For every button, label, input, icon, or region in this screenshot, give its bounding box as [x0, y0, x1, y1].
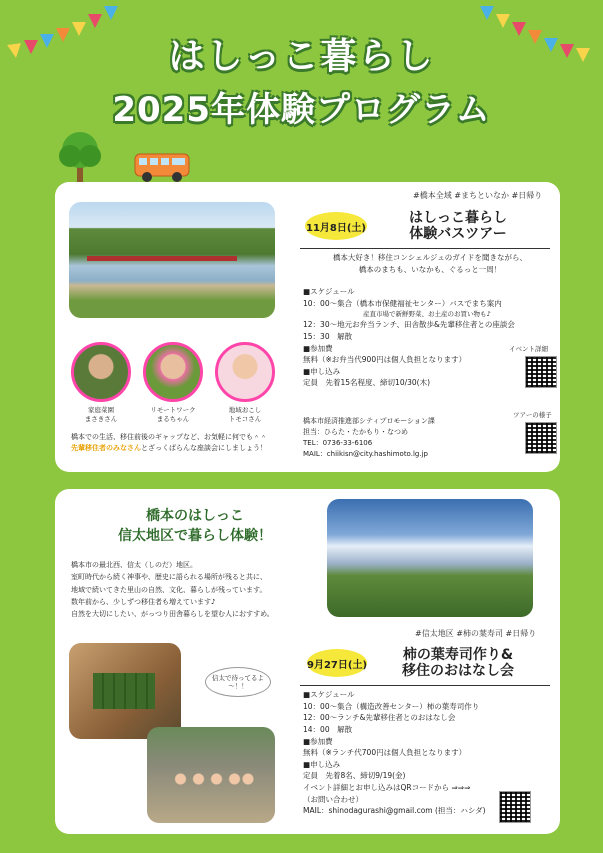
- schedule-heading: ■スケジュール: [303, 287, 355, 296]
- person-role: リモートワーク: [150, 406, 196, 414]
- contact-dept: 橋本市経済推進部シティプロモーション課: [303, 417, 435, 425]
- event-title-line2: 移住のおはなし会: [402, 663, 514, 680]
- avatar: [143, 342, 203, 402]
- person-name: トモコさん: [228, 415, 262, 424]
- intro-line1: 橋本大好き！移住コンシェルジュのガイドを聞きながら、: [332, 253, 528, 262]
- apply-heading: ■申し込み: [303, 759, 341, 769]
- note-rest: とざっくばらんな座談会にしましょう！: [141, 443, 267, 452]
- desc-line: 数年前から、少しずつ移住者も増えています♪: [71, 597, 216, 606]
- event-title-line2: 体験バスツアー: [409, 226, 507, 243]
- event-card-bus-tour: [55, 182, 560, 472]
- river-landscape-photo: [69, 202, 275, 318]
- group-photo: [147, 727, 275, 823]
- person-role: 地域おこし: [228, 406, 262, 414]
- schedule-item-note: 産直市場で新鮮野菜、お土産のお買い物も♪: [363, 310, 491, 319]
- qr-code-tour-gallery[interactable]: [525, 422, 557, 454]
- desc-line: 自然を大切にしたい、がっつり田舎暮らしを望む人におすすめ。: [71, 610, 274, 618]
- note-line1: 橋本での生活、移住前後のギャップなど、お気軽に何でも＾＾: [71, 433, 267, 441]
- event-tags: #橋本全域 #まちといなか #日帰り: [413, 191, 543, 200]
- page-subtitle: 2025年体験プログラム: [112, 90, 491, 130]
- avatar: [215, 342, 275, 402]
- people-group: [167, 767, 257, 807]
- person-role: 家庭菜園: [88, 406, 114, 414]
- page-title: はしっこ暮らし: [168, 36, 435, 77]
- contact-mail: MAIL：shinodagurashi@gmail.com (担当：ハシダ): [303, 806, 486, 816]
- date-badge: 9月27日(土): [307, 649, 367, 677]
- event-card-shinoda: [55, 489, 560, 834]
- schedule-item: 12：00～ランチ&先輩移住者とのおはなし会: [303, 713, 456, 723]
- person-name: まさきさん: [84, 415, 118, 424]
- qr-code-event-details[interactable]: [525, 356, 557, 388]
- sushi-box-photo: [69, 643, 181, 739]
- contact-staff: 担当：ひらた・たかもり・なつめ: [303, 427, 408, 436]
- person-name: まるちゃん: [156, 415, 190, 424]
- schedule-item: 12：30～地元お弁当ランチ、田舎散歩&先輩移住者との座談会: [303, 320, 515, 330]
- fee-heading: ■参加費: [303, 343, 333, 353]
- apply-text: 定員 先着15名程度、締切10/30(木): [303, 378, 431, 388]
- qr-label: イベント詳細: [509, 345, 548, 353]
- fee-heading: ■参加費: [303, 736, 333, 746]
- section-heading-line1: 橋本のはしっこ: [146, 508, 244, 524]
- section-heading-line2: 信太地区で暮らし体験！: [118, 528, 272, 544]
- schedule-item: 10：00～集合（橋本市保健福祉センター）バスでまち案内: [303, 298, 502, 308]
- intro-line2: 橋本のまちも、いなかも、ぐるっと一周！: [358, 264, 502, 274]
- apply-heading: ■申し込み: [303, 366, 341, 376]
- speech-bubble: 信太で待ってるよ～！！: [205, 667, 271, 697]
- qr-code-application[interactable]: [499, 791, 531, 823]
- mountain-landscape-photo: [327, 499, 533, 617]
- desc-line: 室町時代から続く神事や、歴史に語られる場所が残ると共に、: [71, 573, 267, 582]
- schedule-item: 14：00 解散: [303, 724, 353, 734]
- avatar: [71, 342, 131, 402]
- schedule-heading: ■スケジュール: [303, 690, 355, 699]
- bus-icon: [133, 152, 191, 184]
- railway-bridge: [87, 256, 237, 261]
- event-title-line1: 柿の葉寿司作り&: [402, 647, 514, 663]
- note-highlight: 先輩移住者のみなさん: [71, 443, 141, 452]
- apply-qr-text: イベント詳細とお申し込みはQRコードから ⇒⇒⇒: [303, 783, 471, 792]
- fee-text: 無料（※ランチ代700円は個人負担となります）: [303, 748, 467, 758]
- desc-line: 橋本市の最北西、信太（しのだ）地区。: [71, 561, 197, 569]
- contact-tel: TEL：0736-33-6106: [303, 438, 373, 447]
- persimmon-leaf-sushi: [93, 673, 155, 709]
- tree-icon: [58, 128, 102, 188]
- event-title-line1: はしっこ暮らし: [409, 210, 507, 226]
- divider: [300, 685, 550, 686]
- schedule-item: 10：00～集合（構造改善センター）柿の葉寿司作り: [303, 701, 480, 711]
- inquiry-label: （お問い合わせ）: [303, 794, 363, 804]
- desc-line: 地域で続いてきた里山の自然、文化、暮らしが残っています。: [71, 585, 267, 594]
- fee-text: 無料（※お弁当代900円は個人負担となります）: [303, 355, 467, 365]
- divider: [300, 248, 550, 249]
- qr-label: ツアーの様子: [513, 411, 552, 419]
- contact-mail: MAIL：chiikisn@city.hashimoto.lg.jp: [303, 449, 428, 458]
- schedule-item: 15：30 解散: [303, 331, 353, 341]
- date-badge: 11月8日(土): [305, 212, 367, 240]
- event-tags: #信太地区 #柿の葉寿司 #日帰り: [415, 629, 537, 638]
- apply-text: 定員 先着8名、締切9/19(金): [303, 771, 406, 781]
